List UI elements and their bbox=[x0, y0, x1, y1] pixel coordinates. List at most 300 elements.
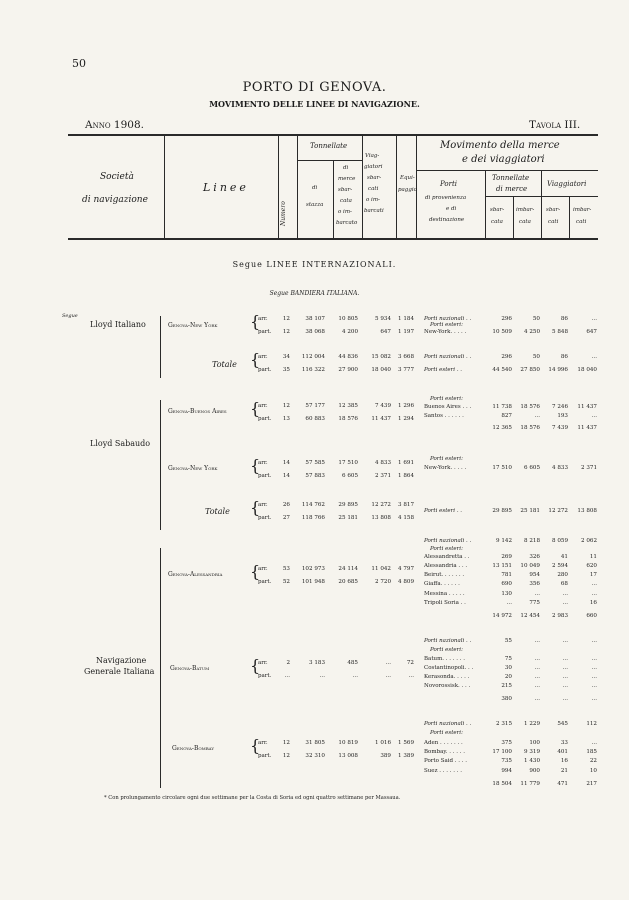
cell-bt5-2: ... bbox=[562, 696, 568, 702]
brace: { bbox=[250, 399, 261, 418]
port-label: Alessandria . . . bbox=[424, 563, 468, 569]
col-divider bbox=[485, 171, 486, 238]
header-rule-top bbox=[68, 134, 598, 136]
cell-n: 14 bbox=[282, 473, 290, 479]
cell-tot1a-1: 50 bbox=[532, 354, 540, 360]
cell-bt1-1: ... bbox=[534, 656, 540, 662]
col-divider bbox=[164, 135, 165, 238]
cell-bo4-1: 900 bbox=[529, 768, 540, 774]
company-prefix: Segue bbox=[62, 313, 78, 319]
cell-n: 12 bbox=[282, 740, 290, 746]
cell-al3-2: 280 bbox=[557, 572, 568, 578]
cell-me: 27 900 bbox=[338, 367, 358, 373]
cell-n: 12 bbox=[282, 403, 290, 409]
header-navigazione: di navigazione bbox=[82, 195, 148, 205]
cell-ba1-0: 11 738 bbox=[492, 404, 512, 410]
header-societa: Società bbox=[100, 172, 134, 182]
brace: { bbox=[250, 656, 261, 675]
row-divider bbox=[298, 160, 362, 161]
col-divider bbox=[541, 171, 542, 238]
cell-bo3-0: 735 bbox=[501, 758, 512, 764]
cell-me: 10 819 bbox=[338, 740, 358, 746]
cell-al1-1: 326 bbox=[529, 554, 540, 560]
cell-vi: 13 808 bbox=[371, 515, 391, 521]
port-label: Beirut. . . . . . . bbox=[424, 572, 465, 578]
header-merce-text: di bbox=[343, 165, 349, 171]
cell-al3-3: 17 bbox=[589, 572, 597, 578]
header-sbarcata-text: cata bbox=[491, 219, 503, 225]
col-divider bbox=[396, 135, 397, 238]
cell-n: 35 bbox=[282, 367, 290, 373]
section-subtitle: Segue BANDIERA ITALIANA. bbox=[269, 290, 360, 297]
cell-tot2-0: 29 895 bbox=[492, 508, 512, 514]
cell-bt0-0: 55 bbox=[504, 638, 512, 644]
port-label: Costantinopoli. . . bbox=[424, 665, 474, 671]
cell-eq: 72 bbox=[406, 660, 414, 666]
cell-st: ... bbox=[319, 673, 325, 679]
header-sbarcata-text: sbar- bbox=[490, 207, 505, 213]
cell-vi: 11 437 bbox=[371, 416, 391, 422]
cell-eq: 1 294 bbox=[397, 416, 414, 422]
cell-ny2-1: 4 250 bbox=[523, 329, 540, 335]
cell-bt2-3: ... bbox=[591, 665, 597, 671]
cell-bt5-0: 380 bbox=[501, 696, 512, 702]
cell-eq: 1 389 bbox=[397, 753, 414, 759]
col-divider bbox=[569, 197, 570, 238]
header-porti-text: e di bbox=[446, 206, 457, 212]
port-label: Batum. . . . . . . bbox=[424, 656, 466, 662]
cell-al4-0: 690 bbox=[501, 581, 512, 587]
port-label: Messina . . . . . bbox=[424, 591, 465, 597]
cell-bt1-2: ... bbox=[562, 656, 568, 662]
cell-n: 52 bbox=[282, 579, 290, 585]
header-viaggiatori-text: barcati bbox=[364, 208, 384, 214]
cell-st: 60 883 bbox=[305, 416, 325, 422]
cell-bt5-1: ... bbox=[534, 696, 540, 702]
cell-vi: 7 439 bbox=[374, 403, 391, 409]
cell-ny3-0: 17 510 bbox=[492, 465, 512, 471]
cell-n: 12 bbox=[282, 316, 290, 322]
year-label: Anno 1908. bbox=[85, 119, 144, 131]
header-viaggiatori-text: cati bbox=[368, 186, 379, 192]
port-label: New-York. . . . . bbox=[424, 329, 467, 335]
cell-bo3-1: 1 430 bbox=[523, 758, 540, 764]
header-movimento: Movimento della merce bbox=[440, 140, 560, 151]
header-tonn-merce-text: di merce bbox=[496, 185, 528, 193]
cell-st: 38 068 bbox=[305, 329, 325, 335]
brace: { bbox=[250, 350, 261, 369]
cell-al4-2: 68 bbox=[560, 581, 568, 587]
header-tonn-merce-text: Tonnellate bbox=[492, 174, 530, 182]
cell-vi: 2 371 bbox=[374, 473, 391, 479]
cell-vi: 11 042 bbox=[371, 566, 391, 572]
cell-ny2-0: 10 509 bbox=[492, 329, 512, 335]
arr-label: arr. bbox=[258, 660, 268, 666]
cell-eq: 1 296 bbox=[397, 403, 414, 409]
port-label: Porti esteri: bbox=[430, 322, 463, 328]
cell-bo1-2: 33 bbox=[560, 740, 568, 746]
cell-ba1-1: 18 576 bbox=[520, 404, 540, 410]
cell-al7-3: 660 bbox=[586, 613, 597, 619]
cell-st: 57 585 bbox=[305, 460, 325, 466]
cell-bo1-0: 375 bbox=[501, 740, 512, 746]
cell-bt2-1: ... bbox=[534, 665, 540, 671]
header-merce-text: merce bbox=[338, 176, 356, 182]
cell-ba2-1: ... bbox=[534, 413, 540, 419]
cell-ba3-0: 12 365 bbox=[492, 425, 512, 431]
cell-ba3-3: 11 437 bbox=[577, 425, 597, 431]
brace: { bbox=[250, 498, 261, 517]
cell-ny1-3: ... bbox=[591, 316, 597, 322]
cell-bt4-0: 215 bbox=[501, 683, 512, 689]
cell-st: 32 310 bbox=[305, 753, 325, 759]
line-totale-1: Totale bbox=[212, 360, 237, 369]
header-merce-text: o im- bbox=[338, 209, 352, 215]
table-label: Tavola III. bbox=[529, 119, 581, 131]
cell-al6-3: 16 bbox=[589, 600, 597, 606]
header-porti-text: di provenienza bbox=[425, 195, 467, 201]
cell-eq: 3 817 bbox=[397, 502, 414, 508]
cell-bo0-3: 112 bbox=[586, 721, 597, 727]
header-equipaggio-text: Equi- bbox=[400, 175, 415, 181]
header-linee: Linee bbox=[203, 181, 249, 194]
cell-vi: 389 bbox=[380, 753, 391, 759]
cell-me: 25 181 bbox=[338, 515, 358, 521]
company-nav-gen-1: Navigazione bbox=[96, 656, 147, 665]
brace: { bbox=[250, 312, 261, 331]
brace: { bbox=[250, 456, 261, 475]
cell-st: 101 948 bbox=[301, 579, 325, 585]
part-label: part. bbox=[258, 329, 272, 335]
cell-al6-2: ... bbox=[562, 600, 568, 606]
cell-ny3-2: 4 833 bbox=[551, 465, 568, 471]
cell-bo0-1: 1 229 bbox=[523, 721, 540, 727]
cell-eq: 4 158 bbox=[397, 515, 414, 521]
arr-label: arr. bbox=[258, 502, 268, 508]
cell-bo1-1: 100 bbox=[529, 740, 540, 746]
port-label: Porti nazionali . . bbox=[424, 316, 472, 322]
cell-ba1-2: 7 246 bbox=[551, 404, 568, 410]
cell-bt4-1: ... bbox=[534, 683, 540, 689]
port-label: Porti esteri: bbox=[430, 730, 463, 736]
port-label: Porti nazionali . . bbox=[424, 638, 472, 644]
header-viaggiatori-text: Viag- bbox=[365, 153, 380, 159]
cell-tot2-3: 13 808 bbox=[577, 508, 597, 514]
cell-bt3-2: ... bbox=[562, 674, 568, 680]
part-label: part. bbox=[258, 367, 272, 373]
cell-bt5-3: ... bbox=[591, 696, 597, 702]
part-label: part. bbox=[258, 579, 272, 585]
cell-bo0-0: 2 315 bbox=[495, 721, 512, 727]
cell-bt2-2: ... bbox=[562, 665, 568, 671]
cell-ba2-3: ... bbox=[591, 413, 597, 419]
line-totale-2: Totale bbox=[205, 507, 230, 516]
header-equipaggio-text: paggio bbox=[398, 187, 417, 193]
header-imbarcati-text: cati bbox=[576, 219, 587, 225]
line-alessandria: Genova-Alessandria bbox=[168, 571, 223, 578]
cell-tot1a-0: 296 bbox=[501, 354, 512, 360]
cell-st: 118 766 bbox=[301, 515, 325, 521]
cell-ba2-0: 827 bbox=[501, 413, 512, 419]
header-imbarcata-text: imbar- bbox=[516, 207, 535, 213]
cell-me: 29 895 bbox=[338, 502, 358, 508]
arr-label: arr. bbox=[258, 316, 268, 322]
cell-me: 6 605 bbox=[341, 473, 358, 479]
cell-bo4-2: 21 bbox=[560, 768, 568, 774]
cell-tot2-2: 12 272 bbox=[548, 508, 568, 514]
cell-bt4-3: ... bbox=[591, 683, 597, 689]
port-label: Buenos Aires . . . bbox=[424, 404, 472, 410]
cell-ny3-1: 6 605 bbox=[523, 465, 540, 471]
line-ny-1: Genova-New York bbox=[168, 322, 218, 329]
cell-bo2-1: 9 319 bbox=[523, 749, 540, 755]
port-label: New-York. . . . . bbox=[424, 465, 467, 471]
port-label: Aden . . . . . . . bbox=[424, 740, 463, 746]
cell-bo3-3: 22 bbox=[589, 758, 597, 764]
cell-ny2-2: 5 848 bbox=[551, 329, 568, 335]
part-label: part. bbox=[258, 515, 272, 521]
cell-bo2-0: 17 100 bbox=[492, 749, 512, 755]
header-stazza: stazza bbox=[306, 202, 324, 208]
cell-bt0-2: ... bbox=[562, 638, 568, 644]
port-label: Kerasonda. . . . . bbox=[424, 674, 470, 680]
cell-bt3-1: ... bbox=[534, 674, 540, 680]
cell-al5-1: ... bbox=[534, 591, 540, 597]
header-viaggiatori-text: giatori bbox=[364, 164, 383, 170]
cell-eq: 4 809 bbox=[397, 579, 414, 585]
cell-st: 116 322 bbox=[301, 367, 325, 373]
header-porti-text: destinazione bbox=[429, 217, 465, 223]
cell-vi: 18 040 bbox=[371, 367, 391, 373]
cell-al2-1: 10 049 bbox=[520, 563, 540, 569]
company-nav-gen-2: Generale Italiana bbox=[84, 667, 155, 676]
company-lloyd-sabaudo: Lloyd Sabaudo bbox=[90, 439, 151, 448]
cell-bo5-1: 11 779 bbox=[520, 781, 540, 787]
header-numero: Numero bbox=[280, 201, 287, 226]
arr-label: arr. bbox=[258, 740, 268, 746]
port-label: Porti nazionali . . bbox=[424, 721, 472, 727]
cell-eq: 1 691 bbox=[397, 460, 414, 466]
page-title: PORTO DI GENOVA. bbox=[242, 80, 387, 95]
cell-me: 10 805 bbox=[338, 316, 358, 322]
cell-bo5-0: 18 504 bbox=[492, 781, 512, 787]
arr-label: arr. bbox=[258, 403, 268, 409]
port-label: Porti esteri . . bbox=[424, 508, 463, 514]
brace: { bbox=[250, 736, 261, 755]
cell-al5-2: ... bbox=[562, 591, 568, 597]
cell-al4-1: 356 bbox=[529, 581, 540, 587]
cell-al7-0: 14 972 bbox=[492, 613, 512, 619]
header-viaggiatori-r: Viaggiatori bbox=[547, 180, 587, 188]
cell-eq: 3 668 bbox=[397, 354, 414, 360]
cell-n: 12 bbox=[282, 753, 290, 759]
header-porti-text: Porti bbox=[440, 180, 458, 188]
cell-al1-3: 11 bbox=[589, 554, 597, 560]
cell-al0-1: 8 218 bbox=[523, 538, 540, 544]
cell-bt3-3: ... bbox=[591, 674, 597, 680]
cell-ba2-2: 193 bbox=[557, 413, 568, 419]
header-tonnellate: Tonnellate bbox=[310, 142, 348, 150]
cell-n: 12 bbox=[282, 329, 290, 335]
cell-ny1-2: 86 bbox=[560, 316, 568, 322]
port-label: Porti esteri: bbox=[430, 396, 463, 402]
cell-me: 44 836 bbox=[338, 354, 358, 360]
header-viaggiatori-text: sbar- bbox=[367, 175, 382, 181]
cell-al2-3: 620 bbox=[586, 563, 597, 569]
page-subtitle: MOVIMENTO DELLE LINEE DI NAVIGAZIONE. bbox=[209, 99, 420, 109]
footnote: * Con prolungamento circolare ogni due settimane per la Costa di Soria ed ogni quattro settimane per Massaua. bbox=[104, 795, 401, 801]
header-imbarcata-text: cata bbox=[519, 219, 531, 225]
port-label: Suez . . . . . . . bbox=[424, 768, 462, 774]
cell-tot1a-3: ... bbox=[591, 354, 597, 360]
cell-al1-2: 41 bbox=[560, 554, 568, 560]
header-merce-text: barcato bbox=[336, 220, 358, 226]
arr-label: arr. bbox=[258, 566, 268, 572]
line-batum: Genova-Batum bbox=[170, 665, 210, 672]
cell-me: ... bbox=[352, 673, 358, 679]
cell-ny3-3: 2 371 bbox=[580, 465, 597, 471]
cell-bt3-0: 20 bbox=[504, 674, 512, 680]
col-divider bbox=[297, 135, 298, 238]
cell-ny2-3: 647 bbox=[586, 329, 597, 335]
port-label: Bombay. . . . . . bbox=[424, 749, 465, 755]
cell-al6-1: 775 bbox=[529, 600, 540, 606]
cell-me: 13 008 bbox=[338, 753, 358, 759]
cell-tot1a-2: 86 bbox=[560, 354, 568, 360]
cell-bo3-2: 16 bbox=[560, 758, 568, 764]
part-label: part. bbox=[258, 473, 272, 479]
header-imbarcati-text: imbar- bbox=[573, 207, 592, 213]
cell-bo2-3: 185 bbox=[586, 749, 597, 755]
cell-vi: 12 272 bbox=[371, 502, 391, 508]
cell-st: 114 762 bbox=[301, 502, 325, 508]
port-label: Porti nazionali . . bbox=[424, 538, 472, 544]
cell-bo2-2: 401 bbox=[557, 749, 568, 755]
port-label: Porti nazionali . . bbox=[424, 354, 472, 360]
cell-me: 20 685 bbox=[338, 579, 358, 585]
header-merce-text: sbar- bbox=[338, 187, 353, 193]
row-divider bbox=[486, 196, 598, 197]
cell-st: 57 177 bbox=[305, 403, 325, 409]
port-label: Alessandretta . . bbox=[424, 554, 470, 560]
arr-label: arr. bbox=[258, 460, 268, 466]
cell-bt1-0: 75 bbox=[504, 656, 512, 662]
cell-n: 53 bbox=[282, 566, 290, 572]
line-ba: Genova-Buenos Aires bbox=[168, 408, 227, 415]
cell-ny1-1: 50 bbox=[532, 316, 540, 322]
cell-me: 4 200 bbox=[341, 329, 358, 335]
cell-tot1b-0: 44 540 bbox=[492, 367, 512, 373]
cell-me: 485 bbox=[347, 660, 358, 666]
cell-n: 14 bbox=[282, 460, 290, 466]
port-label: Giaffa. . . . . . bbox=[424, 581, 460, 587]
cell-st: 38 107 bbox=[305, 316, 325, 322]
section-title: Segue LINEE INTERNAZIONALI. bbox=[232, 260, 397, 269]
cell-al1-0: 269 bbox=[501, 554, 512, 560]
cell-al5-0: 130 bbox=[501, 591, 512, 597]
port-label: Tripoli Soria . . bbox=[424, 600, 466, 606]
header-di: di bbox=[312, 185, 318, 191]
cell-n: 2 bbox=[286, 660, 290, 666]
cell-n: 27 bbox=[282, 515, 290, 521]
cell-al6-0: ... bbox=[506, 600, 512, 606]
cell-st: 57 883 bbox=[305, 473, 325, 479]
row-divider bbox=[417, 170, 598, 171]
cell-ba3-2: 7 439 bbox=[551, 425, 568, 431]
col-divider bbox=[333, 160, 334, 238]
cell-vi: 5 934 bbox=[374, 316, 391, 322]
cell-eq: 1 197 bbox=[397, 329, 414, 335]
cell-eq: 4 797 bbox=[397, 566, 414, 572]
col-divider bbox=[513, 197, 514, 238]
line-ny-2: Genova-New York bbox=[168, 465, 218, 472]
cell-tot1b-1: 27 850 bbox=[520, 367, 540, 373]
group-bracket bbox=[160, 316, 161, 378]
cell-bt0-1: ... bbox=[534, 638, 540, 644]
col-divider bbox=[278, 135, 279, 238]
cell-bo4-3: 10 bbox=[589, 768, 597, 774]
port-label: Porti esteri: bbox=[430, 546, 463, 552]
header-viaggiatori-text: o im- bbox=[366, 197, 380, 203]
port-label: Novorossisk. . . . bbox=[424, 683, 471, 689]
cell-n: 26 bbox=[282, 502, 290, 508]
cell-n: ... bbox=[284, 673, 290, 679]
cell-vi: 15 082 bbox=[371, 354, 391, 360]
cell-vi: 2 720 bbox=[374, 579, 391, 585]
port-label: Porti esteri: bbox=[430, 456, 463, 462]
header-sbarcati-text: cati bbox=[548, 219, 559, 225]
port-label: Santos . . . . . . bbox=[424, 413, 464, 419]
cell-bt1-3: ... bbox=[591, 656, 597, 662]
cell-bo5-2: 471 bbox=[557, 781, 568, 787]
cell-al7-1: 12 454 bbox=[520, 613, 540, 619]
cell-eq: 1 569 bbox=[397, 740, 414, 746]
cell-bt2-0: 30 bbox=[504, 665, 512, 671]
page-number: 50 bbox=[72, 57, 86, 70]
cell-n: 34 bbox=[282, 354, 290, 360]
group-bracket bbox=[160, 548, 161, 788]
header-movimento-2: e dei viaggiatori bbox=[462, 154, 545, 165]
cell-al0-3: 2 062 bbox=[580, 538, 597, 544]
part-label: part. bbox=[258, 416, 272, 422]
port-label: Porti esteri: bbox=[430, 647, 463, 653]
cell-al2-0: 13 151 bbox=[492, 563, 512, 569]
header-merce-text: cata bbox=[340, 198, 352, 204]
cell-n: 13 bbox=[282, 416, 290, 422]
cell-st: 3 183 bbox=[308, 660, 325, 666]
header-sbarcati-text: sbar- bbox=[546, 207, 561, 213]
cell-al3-1: 954 bbox=[529, 572, 540, 578]
cell-vi: 4 833 bbox=[374, 460, 391, 466]
cell-st: 102 973 bbox=[301, 566, 325, 572]
cell-st: 31 805 bbox=[305, 740, 325, 746]
cell-bo1-3: ... bbox=[591, 740, 597, 746]
cell-ba3-1: 18 576 bbox=[520, 425, 540, 431]
cell-me: 24 114 bbox=[338, 566, 358, 572]
cell-eq: 1 864 bbox=[397, 473, 414, 479]
brace: { bbox=[250, 562, 261, 581]
cell-ny1-0: 296 bbox=[501, 316, 512, 322]
header-rule-bottom bbox=[68, 238, 598, 240]
port-label: Porti esteri . . bbox=[424, 367, 463, 373]
cell-bo0-2: 545 bbox=[557, 721, 568, 727]
company-lloyd-italiano: Lloyd Italiano bbox=[90, 320, 146, 329]
cell-vi: 1 016 bbox=[374, 740, 391, 746]
cell-al0-2: 8 059 bbox=[551, 538, 568, 544]
port-label: Porto Said . . . . bbox=[424, 758, 468, 764]
col-divider bbox=[362, 135, 363, 238]
cell-eq: 1 184 bbox=[397, 316, 414, 322]
